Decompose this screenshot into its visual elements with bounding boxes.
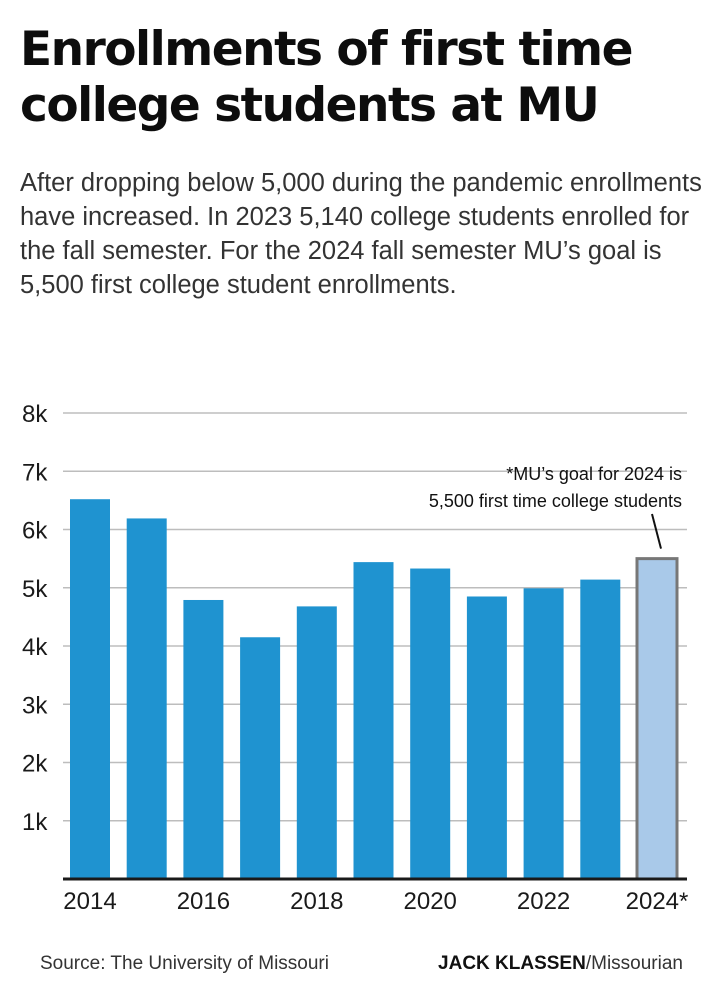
- goal-bar: [637, 559, 677, 879]
- bar: [127, 518, 167, 879]
- y-tick-label: 3k: [22, 692, 48, 720]
- x-tick-label: 2020: [403, 888, 457, 915]
- bar-chart: [0, 380, 723, 940]
- annotation-leader-line: [652, 514, 661, 549]
- x-tick-label: 2016: [176, 888, 231, 915]
- bar: [524, 588, 564, 879]
- y-tick-label: 7k: [22, 459, 48, 487]
- bar: [580, 580, 620, 879]
- x-tick-label: 2018: [290, 888, 344, 915]
- bar: [183, 600, 223, 879]
- x-tick-label: 2014: [63, 888, 117, 915]
- y-tick-label: 8k: [22, 401, 48, 428]
- bar: [467, 596, 507, 879]
- bar: [410, 569, 450, 879]
- y-tick-label: 5k: [22, 575, 48, 603]
- y-tick-label: 6k: [22, 517, 48, 545]
- goal-annotation-line: 5,500 first time college students: [428, 491, 682, 511]
- y-tick-label: 2k: [22, 750, 48, 778]
- y-tick-label: 4k: [22, 634, 48, 661]
- x-tick-label: 2024*: [625, 888, 689, 915]
- goal-annotation-line: *MU’s goal for 2024 is: [506, 464, 682, 484]
- bar: [297, 606, 337, 879]
- byline: [438, 953, 683, 975]
- bar: [354, 562, 394, 879]
- byline-name: JACK KLASSEN: [438, 953, 586, 974]
- source-note: Source: The University of Missouri: [40, 953, 329, 974]
- bar: [70, 499, 110, 879]
- bar: [240, 637, 280, 879]
- byline-organization: /Missourian: [585, 953, 683, 974]
- x-tick-label: 2022: [516, 888, 571, 915]
- chart-description: After dropping below 5,000 during the pandemic enrollments have increased. In 2023 5,140 college students enrolled for the fall semester. For the 2024 fall semester MU’s goal is 5,500 first college student enrollments.: [20, 169, 702, 299]
- y-tick-label: 1k: [22, 808, 48, 836]
- chart-title: Enrollments of first time college students at MU: [20, 22, 632, 133]
